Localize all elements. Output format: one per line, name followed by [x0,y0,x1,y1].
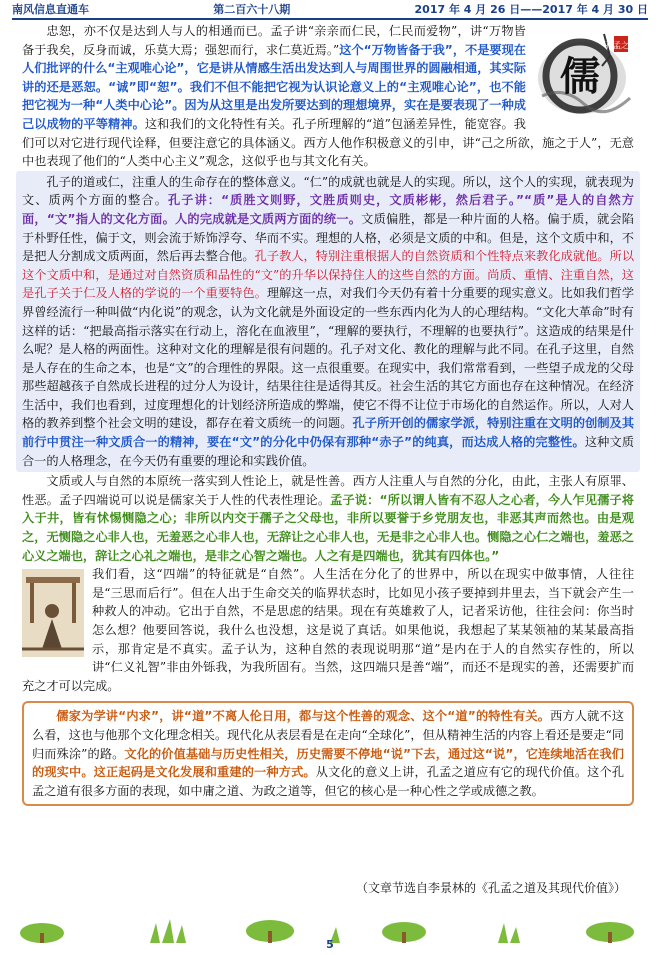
p3-mencius-quote: 孟子说：“所以谓人皆有不忍人之心者，今人乍见孺子将入于井，皆有怵惕恻隐之心；非所以内交于孺子之父母也，非所以要誉于乡党朋友也，非恶其声而然也。由是观之，无恻隐之心非人也，无羞恶之心非人也，无辞让之心非人也，无是非之心非人也。恻隐之心仁之端也，羞恶之心义之端也，辞让之心礼之端也，是非之心智之端也。人之有是四端也，犹其有四体也。” [22,492,634,563]
ru-calligraphy-image [534,26,634,124]
highlighted-section [16,171,640,473]
newsletter-title: 南风信息直通车 [12,3,89,16]
date-range: 2017 年 4 月 26 日——2017 年 4 月 30 日 [414,3,648,16]
ancient-figure-icon [22,569,84,657]
box-highlight-1: 儒家为学讲“内求”，讲“道”不离人伦日用，都与这个性善的观念、这个“道”的特性有关。 [56,709,551,724]
box-text-2: 西方人就不这么看，这也与他那个文化理念相关。现代化从表层看是在走向“全球化”，但从精神生活的内容上看还是要走“同归而殊涂”的路。 [32,709,625,761]
p2-text-7: 这种文质合一的人格理念，在今天仍有重要的理论和实践价值。 [22,435,635,468]
paragraph-2 [22,173,634,471]
box-highlight-2: 文化的价值基础与历史性相关，历史需要不停地“说”下去，通过这“说”，它连续地活在我们的现实中。这正起码是文化发展和重建的一种方式。 [32,746,624,780]
p2-text-3: 文质偏胜，都是一种片面的人格。偏于质，就会陷于朴野任性，偏于文，则会流于矫饰浮夸、华而不实。理想的人格，必须是文质的中和。但是，这个文质中和，不是把人分割成文质两面，然后再去整合他。 [22,211,634,264]
p1-text-3: 这和我们的文化特性有关。孔子所理解的“道”包涵差异性，能宽容。我们可以对它进行现代诠释，但要注意它的具体涵义。西方人他作积极意义的引申，讲“己之所欲，施之于人”，无意中也表现了他们的“人类中心主义”观念，这似乎也与其文化有关。 [22,116,634,169]
p1-text-1: 忠恕，亦不仅是达到人与人的相通而已。孟子讲“亲亲而仁民，仁民而爱物”，讲“万物皆备于我矣，反身而诚，乐莫大焉；强恕而行，求仁莫近焉。” [22,24,526,57]
p2-quote: 孔子讲：“质胜文则野，文胜质则史，文质彬彬，然后君子。”“质”是人的自然方面，“文”指人的文化方面。人的完成就是文质两方面的统一。 [22,193,635,226]
p3-text-3: 我们看，这“四端”的特征就是“自然”。人生活在分化了的世界中，所以在现实中做事情，人往往是“三思而后行”。但在人出于生命交关的临界状态时，比如见小孩子要掉到井里去，当下就会产生一种救人的冲动。它出于自然，不是思虑的结果。现在有英雄救了人，记者采访他，往往会问：你当时怎么想？他要回答说，我什么也没想，这是说了真话。如果他说，我想起了某某领袖的某某最高指示，那肯定是不真实。孟子认为，这种自然的表现说明那“道”是内在于人的自然实存性的，所以讲“仁义礼智”非由外铄我，为我所固有。当然，这四端只是善“端”，而还不是现实的善，还需要扩而充之才可以完成。 [22,567,634,693]
box-text-4: 从文化的意义上讲，孔孟之道应有它的现代价值。这个孔孟之道有很多方面的表现，如中庸之道、为政之道等，但它的核心是一种心性之学或成德之教。 [32,765,625,798]
p3-text-1: 文质或人与自然的本原统一落实到人性论上，就是性善。西方人注重人与自然的分化，由此，主张人有原罪、性恶。孟子四端说可以说是儒家关于人性的代表性理论。 [22,474,634,507]
seal-caption: 孔孟之道 [605,41,634,50]
paragraph-4 [32,707,624,800]
conclusion-box [22,701,634,806]
p2-highlight: 孔子所开创的儒家学派，特别注重在文明的创制及其前行中贯注一种文质合一的精神，要在“文”的分化中仍保有那种“赤子”的纯真，而达成人格的完整性。 [22,416,635,450]
ink-painting-icon [534,26,634,124]
article-source: （文章节选自李景林的《孔孟之道及其现代价值》） [355,881,626,895]
ru-character: 儒 [560,53,600,100]
paragraph-3 [22,472,634,565]
page-header [12,0,648,20]
article-body [22,22,634,806]
ancient-scene-image [22,569,84,657]
issue-number: 第二百六十八期 [213,3,291,16]
page-number: 5 [326,938,334,951]
paragraph-3-continued [22,565,634,695]
p2-text-1: 孔子的道或仁，注重人的生命存在的整体意义。“仁”的成就也就是人的实现。所以，这个人的实现，就表现为文、质两个方面的整合。 [22,174,634,208]
p2-red-text: 孔子教人，特别注重根据人的自然资质和个性特点来教化成就他。所以这个文质中和，是通过对自然资质和品性的“文”的升华以保持住人的这些自然的方面。尚质、重情、注重自然，这是孔子关于仁及人格的学说的一个重要特色。 [22,249,635,301]
p1-highlight: 这个“万物皆备于我”，不是要现在人们批评的什么“主观唯心论”，它是讲从情感生活出发达到人与周围世界的圆融相通，其实际讲的还是恶恕。“诚”即“恕”。我们不但不能把它视为认识论意义上的“主观唯心论”，也不能把它视为一种“人类中心论”。因为从这里是出发所要达到的理想境界，实在是要表现了一种成己以成物的平等精神。 [22,42,526,131]
p2-text-5: 理解这一点，对我们今天仍有着十分重要的现实意义。比如我们哲学界曾经流行一种叫做“内化说”的观念，认为文化就是外面设定的一些东西内化为人的心理结构。“文化大革命”时有这样的话：“把最高指示落实在行动上，溶化在血液里”，“理解的要执行，不理解的也要执行”。这造成的结果是什么呢？是人格的两面性。这种对文化的理解是很有问题的。孔子对文化、教化的理解与此不同。在孔子这里，自然是人存在的生命之本，也是“文”的合理性的界限。这一点很重要。在现实中，我们常常看到，一些望子成龙的父母那些超越孩子自然成长进程的过分人为设计，结果往往是适得其反。社会生活的其它方面也存在这种情况。在经济生活中，我们也看到，过度理想化的计划经济所造成的弊端，使它不得不让位于市场化的自然运作。所以，人对人格的教养到整个社会文明的建设，都存在着文质统一的问题。 [22,286,635,431]
